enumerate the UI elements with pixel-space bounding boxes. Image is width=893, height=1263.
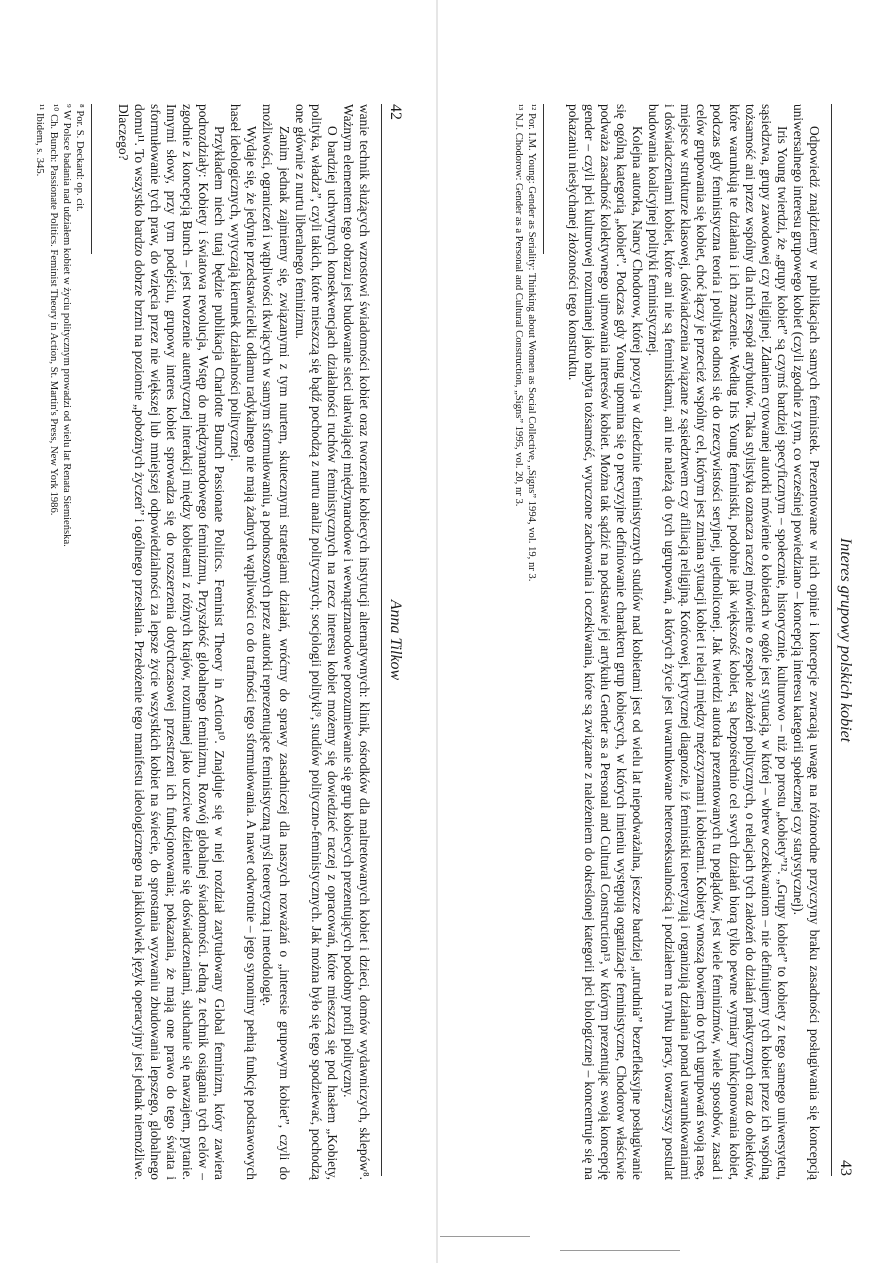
body-text bbox=[102, 104, 372, 1180]
running-head bbox=[832, 104, 854, 1176]
footnotes bbox=[33, 104, 86, 1180]
page-43 bbox=[482, 70, 862, 1210]
footnotes bbox=[512, 104, 538, 1180]
paragraph: Zanim jednak zajmiemy się, związanymi z tym nurtem, skutecznymi strategiami działań, wróćmy do sprawy zasadniczej dla naszych rozważań o „interesie grupowym kobiet”, czyli do możliwości, ograniczeń i wątpliwości tkwiących w samym sformułowaniu, a podnoszonych przez autorki reprezentujące feministyczną myśl teoretyczną i metodologię. bbox=[260, 104, 292, 1180]
paragraph: Przykładem niech tutaj będzie publikacja Charlotte Bunch Passionate Politics. Feminist Theory in Action¹⁰. Znajduje się w niej rozdział zatytułowany Global feminizm, który zawiera podrozdziały: Kobiety i światowa rewolucja, Wstęp do międzynarodowego feminizmu, Przyszłość globalnego feminizmu, Rozwój globalnej świadomości. Jedną z technik osiągania tych celów – zgodnie z koncepcją Bunch – jest tworzenie autentycznej interakcji między kobietami z różnych krajów, rozumianej jako uczciwe dzielenie się doświadczeniami, słuchanie się nawzajem, pytanie. Innymi słowy, przy tym podejściu, grupowy interes kobiet sprowadza się do rozszerzenia dotychczasowej przestrzeni ich funkcjonowania; pokazania, że mają one prawo do tego świata i sformułowanie tych praw, do wzięcia przez nie większej lub mniejszej odpowiedzialności za lepsze życie wszystkich kobiet na świecie, do sprostania wyzwaniu zbudowania lepszego, globalnego domu¹¹. To wszystko bardzo dobrze brzmi na poziomie „pobożnych życzeń” i ogólnego przesłania. Przełożenie tego manifestu ideologicznego na jakikolwiek język operacyjny jest jednak niemożliwe. Dlaczego? bbox=[115, 104, 228, 1180]
footnote: ¹² Por. I.M. Young: Gender as Seriality: Thinking about Women as Social Collective, „Signs” 1994, vol. 19, nr 3. bbox=[526, 104, 537, 582]
body-text bbox=[556, 104, 822, 1180]
running-head-title: Anna Tilkow bbox=[387, 599, 404, 681]
paragraph: wanie technik służących wzrostowi świadomości kobiet oraz tworzenie kobiecych instytucji alternatywnych: klinik, ośrodków dla maltretowanych kobiet i dzieci, domów wydawniczych, sklepów⁸. Ważnym elementem tego obrazu jest budowanie sieci ułatwiającej międzynarodowe i wewnątrznarodowe porozumiewanie się grup kobiecych prezentujących podobny profil polityczny. bbox=[340, 104, 372, 1180]
footnote-rule bbox=[91, 104, 92, 254]
running-head bbox=[382, 104, 404, 1176]
paragraph: Odpowiedź znajdziemy w publikacjach samych feministek. Prezentowane w nich opinie i koncepcje zwracają uwagę na różnorodne przyczyny braku zasadności posługiwania się koncepcją uniwersalnego interesu grupowego kobiet (czyli zgodnie z tym, co wcześniej powiedziano – koncepcją interesu kategorii społecznej czy statystycznej). bbox=[790, 104, 822, 1180]
header-rule bbox=[831, 104, 832, 1176]
footnote: ¹³ N.J. Chodorow: Gender as a Personal and Cultural Construction, „Signs” 1995, vol. 20, nr 3. bbox=[512, 104, 524, 507]
footnote-rule bbox=[543, 104, 544, 254]
page-42 bbox=[32, 70, 412, 1210]
running-head-title: Interes grupowy polskich kobiet bbox=[837, 537, 854, 743]
footnote: ¹¹ Ibidem, s. 345. bbox=[34, 104, 46, 177]
page-number: 43 bbox=[837, 1160, 854, 1176]
paragraph: Iris Young twierdzi, że „grupy kobiet” są czymś bardziej specyficznym – społecznie, historycznie, kulturowo – niż po prostu „kobiety”¹². „Grupy kobiet” to kobiety z tego samego uniwersytetu, sąsiedztwa, grupy zawodowej czy religijnej. Zdaniem cytowanej autorki mówienie o kobietach w ogóle jest sytuacją, w której – wbrew oczekiwaniom – nie definiujemy tych kobiet przez ich wspólną tożsamość ani przez wspólny dla nich zespół atrybutów. Taka stylistyka oznacza raczej mówienie o zespole założeń politycznych, o relacjach tych założeń do działań praktycznych oraz do obiektów, które warunkują te działania i ich znaczenie. Według Iris Young feministki, podobnie jak większość kobiet, są bezpośrednio cel swych działań biorą tylko pewne wymiary funkcjonowania kobiet, podczas gdy feministyczna teoria i polityka odnosi się do rzeczywistości seryjnej, ujednoliconej. Jak twierdzi autorka prezentowanych tu poglądów, jest wiele feminizmów, wiele sposobów, zasad i celów grupowania się kobiet, choć łączy je przecież wspólny cel, którym jest zmiana sytuacji kobiet i relacji między mężczyznami i kobietami. Kobiety wnoszą bowiem do tych ugrupowań swoją rasę, miejsce w strukturze klasowej, doświadczenia związane z sąsiedztwem czy afiliacją religijną. Końcowej, krytycznej diagnozie, iż feministki teoretyzują i organizują działania ponad uwarunkowaniami i doświadczeniami kobiet, które ani nie są feministkami, ani nie należą do tych ugrupowań, a których życie jest uwarunkowane heteroseksualnością i podziałem na rynku pracy, towarzyszy postulat budowania koalicyjnej polityki feministycznej. bbox=[646, 104, 790, 1180]
book-gutter bbox=[436, 0, 438, 1263]
paragraph: Wydaje się, że jedynie przedstawicielki odłamu radykalnego nie mają żadnych wątpliwości co do trafności tego sformułowania. A nawet odwrotnie – jego synonimy pełnią funkcję podstawowych haseł ideologicznych, wytyczają kierunek działalności politycznej. bbox=[228, 104, 260, 1180]
footnote: ⁹ W Polsce badania nad udziałem kobiet w życiu politycznym prowadzi od wielu lat Renata Siemieńska. bbox=[60, 104, 72, 547]
footnote: ⁸ Por. S. Deckard: op. cit. bbox=[74, 104, 85, 212]
page-number: 42 bbox=[387, 104, 404, 120]
header-rule bbox=[381, 104, 382, 1176]
scan-edge-mark bbox=[440, 1236, 530, 1237]
scan-edge-mark bbox=[560, 1250, 680, 1251]
paragraph: O bardziej uchwytnych konsekwencjach działalności ruchów feministycznych na rzecz interesu kobiet możemy się dowiedzieć raczej z opracowań, które mieszczą się pod hasłem „Kobiety, polityka, władza”, czyli takich, które mieszczą się bądź pochodzą z nurtu analiz politycznych; socjologii polityki⁹, studiów polityczno-feministycznych. Jak można było się tego spodziewać, pochodzą one głównie z nurtu liberalnego feminizmu. bbox=[292, 104, 340, 1180]
footnote: ¹⁰ Ch. Bunch: Passionate Politics. Feminist Theory in Action, St. Martin's Press, New York 1986. bbox=[47, 104, 59, 516]
paragraph: Kolejna autorka, Nancy Chodorow, której pozycja w dziedzinie feministycznych studiów nad kobietami jest od wielu lat niepodważalna, jeszcze bardziej „utrudnia” bezrefleksyjne posługiwanie się ogólną kategorią „kobiet”. Podczas gdy Young upomina się o precyzyjne definiowanie charakteru grup kobiecych, w których imieniu występują organizacje feministyczne, Chodorow właściwie podważa zasadność kolektywnego ujmowania interesów kobiet. Można tak sądzić na podstawie jej artykułu Gender as a Personal and Cultural Construction¹³, w którym prezentując swoją koncepcję gender – czyli płci kulturowej rozumianej jako nabyta tożsamość, wyuczone zachowania i oczekiwania, które są związane z należeniem do określonej kategorii płci biologicznej – koncentruje się na pokazaniu niesłychanej złożoności tego konstruktu. bbox=[565, 104, 645, 1180]
